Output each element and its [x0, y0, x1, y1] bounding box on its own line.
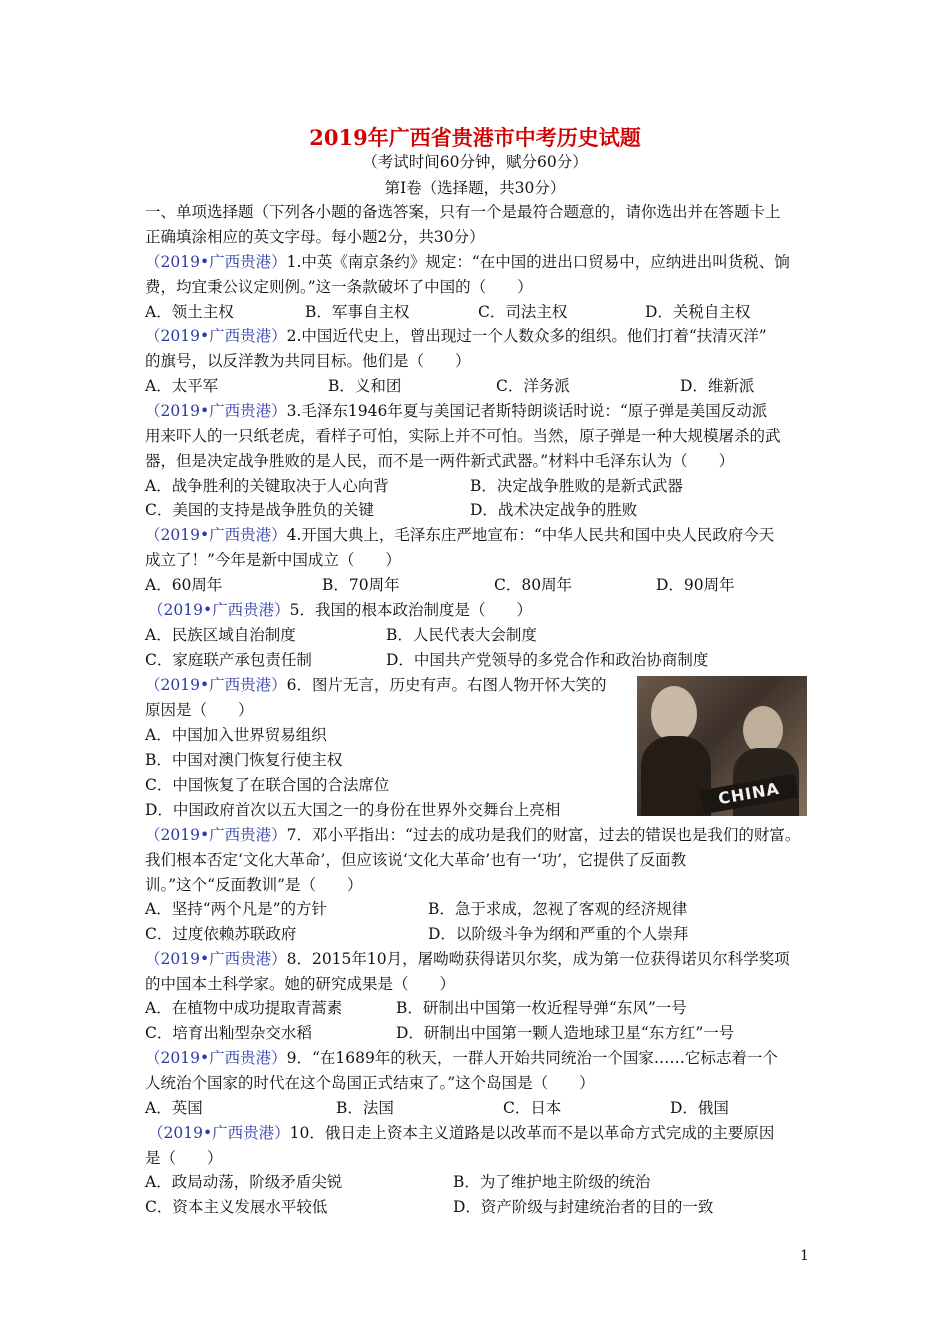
question-7-line-2: 我们根本否定‘文化大革命’，但应该说‘文化大革命’也有一‘功’，它提供了反面教 [145, 851, 687, 869]
q9-option-b: B．法国 [336, 1099, 394, 1117]
q10-option-a: A．政局动荡，阶级矛盾尖锐 [145, 1173, 343, 1191]
question-7-line-3: 训。”这个“反面教训”是（ ） [145, 876, 363, 894]
q4-option-b: B．70周年 [322, 576, 400, 594]
q8-option-b: B．研制出中国第一枚近程导弹“东风”一号 [396, 999, 687, 1017]
question-7-line-1: （2019•广西贵港）7．邓小平指出：“过去的成功是我们的财富，过去的错误也是我们的财富。 [145, 826, 801, 844]
question-2-line-2: 的旗号，以反洋教为共同目标。他们是（ ） [145, 352, 471, 370]
question-9-line-1: （2019•广西贵港）9．“在1689年的秋天，一群人开始共同统治一个国家……它标志着一个 [145, 1049, 778, 1067]
q1-option-a: A．领土主权 [145, 303, 234, 321]
question-6-photo [637, 676, 807, 816]
q5-option-d: D．中国共产党领导的多党合作和政治协商制度 [386, 651, 709, 669]
question-6-line-1: （2019•广西贵港）6．图片无言，历史有声。右图人物开怀大笑的 [145, 676, 607, 694]
q6-option-c: C．中国恢复了在联合国的合法席位 [145, 776, 390, 794]
q3-option-d: D．战术决定战争的胜败 [470, 501, 638, 519]
part-title: 第Ⅰ卷（选择题，共30分） [384, 179, 566, 197]
q6-option-d: D．中国政府首次以五大国之一的身份在世界外交舞台上亮相 [145, 801, 561, 819]
instructions-line-1: 一、单项选择题（下列各小题的备选答案，只有一个是最符合题意的，请你选出并在答题卡上 [145, 203, 781, 221]
q3-option-a: A．战争胜利的关键取决于人心向背 [145, 477, 389, 495]
q8-option-d: D．研制出中国第一颗人造地球卫星“东方红”一号 [396, 1024, 735, 1042]
question-3-line-1: （2019•广西贵港）3.毛泽东1946年夏与美国记者斯特朗谈话时说：“原子弹是美国反动派 [145, 402, 768, 420]
q9-option-a: A．英国 [145, 1099, 203, 1117]
page-number: 1 [800, 1248, 809, 1264]
question-4-line-1: （2019•广西贵港）4.开国大典上，毛泽东庄严地宣布：“中华人民共和国中央人民政府今天 [145, 526, 775, 544]
q2-option-b: B．义和团 [328, 377, 402, 395]
question-5-line-1: （2019•广西贵港）5．我国的根本政治制度是（ ） [148, 601, 532, 619]
q4-option-a: A．60周年 [145, 576, 223, 594]
question-8-line-1: （2019•广西贵港）8．2015年10月，屠呦呦获得诺贝尔奖，成为第一位获得诺贝尔科学奖项 [145, 950, 790, 968]
q10-option-c: C．资本主义发展水平较低 [145, 1198, 328, 1216]
question-2-line-1: （2019•广西贵港）2.中国近代史上，曾出现过一个人数众多的组织。他们打着“扶清灭洋” [145, 327, 767, 345]
q7-option-b: B．急于求成，忽视了客观的经济规律 [428, 900, 688, 918]
q5-option-c: C．家庭联产承包责任制 [145, 651, 312, 669]
q9-option-c: C．日本 [503, 1099, 562, 1117]
question-3-line-2: 用来吓人的一只纸老虎，看样子可怕，实际上并不可怕。当然，原子弹是一种大规模屠杀的武 [145, 427, 781, 445]
q7-option-a: A．坚持“两个凡是”的方针 [145, 900, 328, 918]
q8-option-c: C．培育出籼型杂交水稻 [145, 1024, 312, 1042]
q6-option-a: A．中国加入世界贸易组织 [145, 726, 327, 744]
q8-option-a: A．在植物中成功提取青蒿素 [145, 999, 343, 1017]
question-4-line-2: 成立了！”今年是新中国成立（ ） [145, 551, 401, 569]
china-nameplate: CHINA [700, 774, 799, 814]
instructions-line-2: 正确填涂相应的英文字母。每小题2分，共30分） [145, 228, 485, 246]
q3-option-b: B．决定战争胜败的是新式武器 [470, 477, 683, 495]
question-1-line-1: （2019•广西贵港）1.中英《南京条约》规定：“在中国的进出口贸易中，应纳进出叫货税、饷 [145, 253, 790, 271]
q10-option-b: B．为了维护地主阶级的统治 [453, 1173, 651, 1191]
page-title: 2019年广西省贵港市中考历史试题 [309, 125, 641, 150]
q4-option-c: C．80周年 [494, 576, 573, 594]
q2-option-a: A．太平军 [145, 377, 219, 395]
q3-option-c: C．美国的支持是战争胜负的关键 [145, 501, 374, 519]
question-10-line-1: （2019•广西贵港）10．俄日走上资本主义道路是以改革而不是以革命方式完成的主要原因 [148, 1124, 775, 1142]
q6-option-b: B．中国对澳门恢复行使主权 [145, 751, 343, 769]
question-1-line-2: 费，均宜秉公议定则例。”这一条款破坏了中国的（ ） [145, 278, 533, 296]
q5-option-a: A．民族区域自治制度 [145, 626, 296, 644]
q7-option-d: D．以阶级斗争为纲和严重的个人崇拜 [428, 925, 689, 943]
q9-option-d: D．俄国 [670, 1099, 729, 1117]
q2-option-c: C．洋务派 [496, 377, 570, 395]
question-8-line-2: 的中国本土科学家。她的研究成果是（ ） [145, 975, 456, 993]
q1-option-c: C．司法主权 [478, 303, 568, 321]
exam-info: （考试时间60分钟，赋分60分） [362, 153, 588, 171]
q10-option-d: D．资产阶级与封建统治者的目的一致 [453, 1198, 714, 1216]
q7-option-c: C．过度依赖苏联政府 [145, 925, 297, 943]
question-source-tag: （2019•广西贵港） [145, 253, 287, 271]
q5-option-b: B．人民代表大会制度 [386, 626, 537, 644]
question-9-line-2: 人统治个国家的时代在这个岛国正式结束了。”这个岛国是（ ） [145, 1074, 595, 1092]
q1-option-d: D．关税自主权 [645, 303, 751, 321]
question-10-line-2: 是（ ） [145, 1149, 223, 1167]
question-6-line-2: 原因是（ ） [145, 701, 254, 719]
q2-option-d: D．维新派 [680, 377, 755, 395]
q1-option-b: B．军事自主权 [305, 303, 410, 321]
q4-option-d: D．90周年 [656, 576, 735, 594]
question-3-line-3: 器，但是决定战争胜败的是人民，而不是一两件新式武器。”材料中毛泽东认为（ ） [145, 452, 735, 470]
